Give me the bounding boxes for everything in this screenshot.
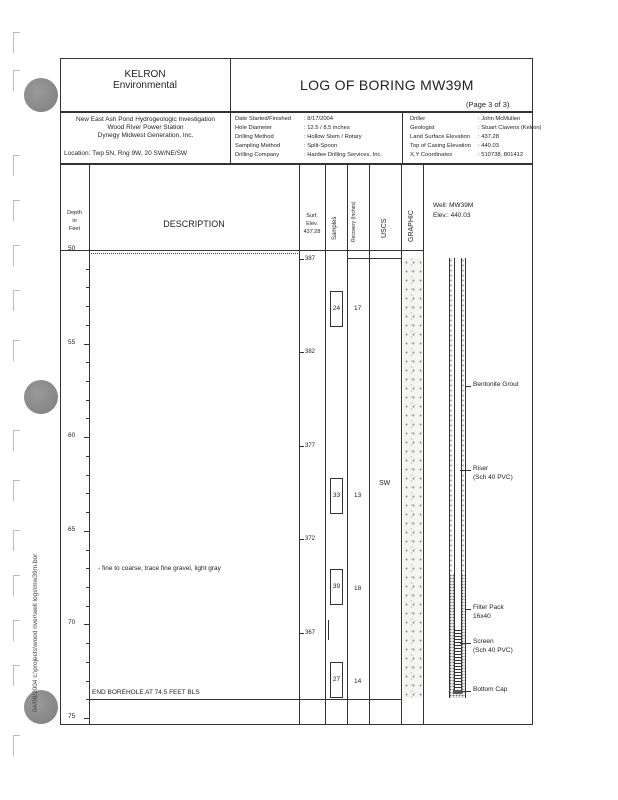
drilling-label: Sampling Method	[235, 143, 281, 149]
depth-label: 70	[68, 619, 76, 626]
personnel-value: : 440.03	[478, 143, 499, 149]
depth-tick	[86, 325, 89, 326]
depth-header-1: Depth	[67, 210, 82, 216]
elev-label: 377	[305, 443, 316, 449]
depth-tick	[86, 306, 89, 307]
depth-tick	[86, 568, 89, 569]
sand-description: - fine to coarse, trace fine gravel, light gray	[98, 565, 221, 572]
personnel-value: : John McMullen	[478, 116, 521, 122]
sample-box: 39	[330, 569, 343, 605]
uscs-code: SW	[379, 480, 391, 487]
sample-recovery: 18	[354, 585, 362, 592]
borehole-end-line	[89, 699, 401, 700]
depth-tick	[86, 493, 89, 494]
page-number: (Page 3 of 3)	[466, 100, 510, 109]
sample-box: 33	[330, 478, 343, 514]
depth-tick	[84, 437, 89, 438]
graphic-header: GRAPHIC	[408, 210, 415, 242]
elev-header-1: Surf.	[306, 213, 318, 219]
description-header: DESCRIPTION	[163, 219, 225, 229]
riser-pipe	[454, 258, 462, 628]
sample-box: 27	[330, 662, 343, 698]
punch-hole-top	[24, 78, 58, 112]
sample-recovery: 14	[354, 678, 362, 685]
depth-tick	[86, 587, 89, 588]
personnel-label: Land Surface Elevation	[410, 134, 470, 140]
drilling-value: : Hardee Drilling Services, Inc.	[304, 152, 382, 158]
depth-tick	[84, 250, 89, 251]
depth-header-3: Feet	[68, 226, 80, 232]
depth-tick	[86, 456, 89, 457]
depth-tick	[86, 269, 89, 270]
lithology-graphic	[403, 258, 422, 698]
depth-tick	[84, 624, 89, 625]
depth-label: 60	[68, 432, 76, 439]
depth-tick	[84, 531, 89, 532]
well-label-filter: Filter Pack	[473, 604, 504, 611]
page-title: LOG OF BORING MW39M	[300, 77, 474, 93]
well-label-screen-spec: (Sch 40 PVC)	[473, 647, 513, 654]
punch-hole-bottom	[24, 690, 58, 724]
depth-tick	[86, 400, 89, 401]
punch-hole-middle	[24, 380, 58, 414]
project-site: Wood River Power Station	[107, 124, 184, 131]
sample-recovery: 13	[354, 492, 362, 499]
elev-label: 387	[305, 256, 316, 262]
well-label-screen: Screen	[473, 638, 494, 645]
depth-tick	[84, 344, 89, 345]
drilling-value: : Hollow Stem / Rotary	[304, 134, 362, 140]
well-label-riser-spec: (Sch 40 PVC)	[473, 474, 513, 481]
screen-pipe	[454, 628, 462, 690]
drilling-value: : 8/17/2004	[304, 116, 334, 122]
depth-label: 55	[68, 339, 76, 346]
uscs-header: USCS	[381, 218, 388, 238]
recovery-header: Recovery (Inches)	[351, 201, 357, 242]
personnel-value: : Stuart Clavens (Kelron)	[478, 125, 542, 131]
depth-tick	[86, 606, 89, 607]
depth-tick	[86, 418, 89, 419]
project-client: Dynegy Midwest Generation, Inc.	[97, 132, 194, 139]
well-elevation: Elev.: 440.03	[433, 212, 471, 219]
personnel-label: Geologist	[410, 125, 435, 131]
company-subtitle: Environmental	[113, 80, 177, 91]
depth-label: 75	[68, 713, 76, 720]
personnel-value: : 437.28	[478, 134, 499, 140]
project-name: New East Ash Pond Hydrogeologic Investigation	[75, 116, 216, 123]
sample-recovery: 17	[354, 305, 362, 312]
personnel-value: : 510738, 801412	[478, 152, 524, 158]
depth-tick	[86, 475, 89, 476]
well-label-filter-spec: 16x40	[473, 613, 491, 620]
personnel-label: X,Y Coordinates	[410, 152, 453, 158]
elev-header-2: Elev.	[306, 221, 318, 227]
drilling-label: Date Started/Finished	[235, 116, 292, 122]
elev-label: 367	[305, 630, 316, 636]
drilling-label: Drilling Company	[235, 152, 280, 158]
depth-tick	[86, 662, 89, 663]
drilling-label: Hole Diameter	[235, 125, 273, 131]
depth-tick	[86, 512, 89, 513]
depth-tick	[84, 718, 89, 719]
depth-tick	[86, 381, 89, 382]
contact-line	[91, 253, 298, 254]
project-location: Location: Twp 5N, Rng 9W, 20 SW/NE/SW	[64, 150, 188, 157]
elev-header-3: 437.28	[303, 229, 321, 235]
elev-label: 382	[305, 349, 316, 355]
drilling-label: Drilling Method	[235, 134, 274, 140]
company-name: KELRON	[124, 69, 166, 80]
depth-tick	[86, 643, 89, 644]
personnel-label: Top of Casing Elevation	[410, 143, 471, 149]
elev-label: 372	[305, 536, 316, 542]
depth-label: 65	[68, 526, 76, 533]
drilling-value: : Split-Spoon	[304, 143, 338, 149]
depth-tick	[86, 550, 89, 551]
well-label-cap: Bottom Cap	[473, 686, 508, 693]
depth-tick	[86, 362, 89, 363]
end-borehole-text: END BOREHOLE AT 74.5 FEET BLS	[92, 689, 200, 696]
bottom-cap	[453, 690, 462, 694]
depth-tick	[86, 681, 89, 682]
depth-header-2: in	[72, 218, 77, 224]
sample-box: 24	[330, 291, 343, 327]
personnel-label: Driller	[410, 116, 426, 122]
side-file-note: 04/08/2004 c:\projects\wood river\well logs\mw39m.bor	[32, 553, 39, 712]
well-label-riser: Riser	[473, 465, 489, 472]
samples-header: Samples	[332, 216, 338, 240]
drilling-value: : 12.5 / 8.5 inches	[304, 125, 350, 131]
well-name: Well: MW39M	[433, 202, 474, 209]
well-label-grout: Bentonite Grout	[473, 381, 519, 388]
depth-label: 50	[68, 245, 76, 252]
depth-tick	[86, 287, 89, 288]
